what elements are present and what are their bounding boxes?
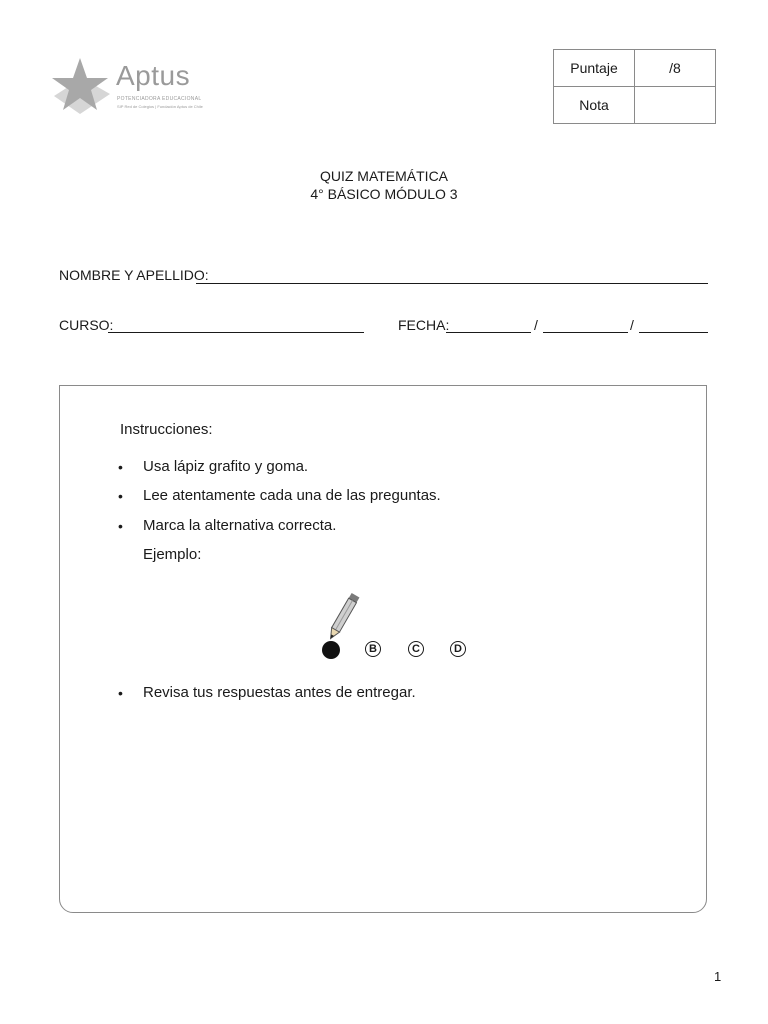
page-subtitle: 4° BÁSICO MÓDULO 3: [310, 186, 458, 202]
puntaje-value: /8: [635, 50, 716, 87]
nota-value[interactable]: [635, 87, 716, 124]
course-field-line[interactable]: [108, 332, 364, 333]
pencil-icon: [320, 590, 366, 646]
date-month-line[interactable]: [543, 332, 628, 333]
bullet: •: [118, 518, 123, 534]
answer-bubble-c: C: [408, 641, 424, 657]
logo-subtagline: SIP Red de Colegios | Fundación Aptus de Chile: [117, 104, 203, 109]
bullet: •: [118, 488, 123, 504]
bullet: •: [118, 685, 123, 701]
score-table: [553, 49, 716, 124]
name-label: NOMBRE Y APELLIDO:: [59, 267, 209, 283]
logo-brand: Aptus: [116, 60, 191, 91]
instructions-heading: Instrucciones:: [120, 421, 213, 438]
date-separator: /: [534, 317, 538, 333]
date-label: FECHA:: [398, 317, 450, 333]
course-label: CURSO:: [59, 317, 114, 333]
bullet: •: [118, 459, 123, 475]
date-day-line[interactable]: [446, 332, 531, 333]
instruction-item: Revisa tus respuestas antes de entregar.: [143, 684, 416, 701]
page-title: QUIZ MATEMÁTICA: [319, 168, 449, 184]
aptus-logo: [50, 56, 203, 120]
logo-tagline: POTENCIADORA EDUCACIONAL: [117, 96, 202, 102]
date-year-line[interactable]: [639, 332, 708, 333]
answer-bubble-b: B: [365, 641, 381, 657]
date-separator: /: [630, 317, 634, 333]
name-field-line[interactable]: [196, 283, 708, 284]
instruction-item: Usa lápiz grafito y goma.: [143, 458, 309, 475]
nota-label: Nota: [554, 87, 635, 124]
example-label: Ejemplo:: [143, 546, 202, 563]
puntaje-label: Puntaje: [554, 50, 635, 87]
instruction-item: Marca la alternativa correcta.: [143, 517, 337, 534]
page-number: 1: [714, 969, 722, 984]
answer-bubble-d: D: [450, 641, 466, 657]
instruction-item: Lee atentamente cada una de las preguntas.: [143, 487, 441, 504]
star-logo-icon: [50, 56, 114, 118]
filled-answer-bubble: [322, 641, 340, 659]
